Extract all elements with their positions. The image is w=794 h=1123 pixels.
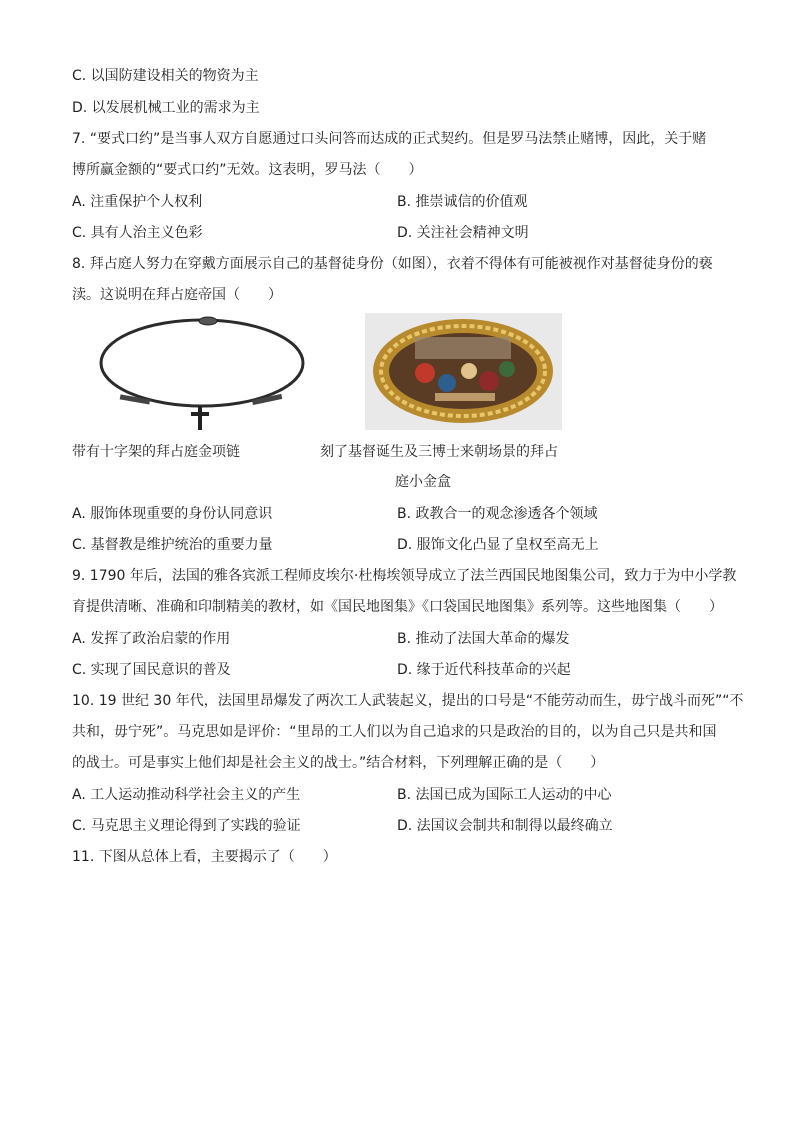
figure-child	[461, 363, 477, 379]
q10-option-b: B. 法国已成为国际工人运动的中心	[397, 787, 612, 803]
q11-stem-line1: 11. 下图从总体上看，主要揭示了（ ）	[72, 849, 337, 865]
figure-green-robe	[499, 361, 515, 377]
q8-option-d: D. 服饰文化凸显了皇权至高无上	[397, 537, 599, 553]
cross-horizontal	[191, 412, 209, 416]
q10-option-c: C. 马克思主义理论得到了实践的验证	[72, 818, 301, 834]
q8-stem-line1: 8. 拜占庭人努力在穿戴方面展示自己的基督徒身份（如图），衣着不得体有可能被视作对基督徒身份的亵	[72, 256, 713, 272]
figure-magus	[479, 371, 499, 391]
q10-stem-line2: 共和，毋宁死”。马克思如是评价：“里昂的工人们以为自己追求的只是政治的目的，以为自己只是共和国	[72, 724, 717, 740]
figure-red-robe	[415, 363, 435, 383]
caption-necklace: 带有十字架的拜占庭金项链	[72, 444, 240, 460]
q7-option-b: B. 推崇诚信的价值观	[397, 194, 528, 210]
q9-stem-line2: 育提供清晰、准确和印制精美的教材，如《国民地图集》《口袋国民地图集》系列等。这些地图集（ ）	[72, 599, 723, 615]
necklace-figure	[96, 313, 308, 433]
q9-option-c: C. 实现了国民意识的普及	[72, 662, 231, 678]
necklace-clasp	[199, 317, 217, 325]
q7-stem-line2: 博所赢金额的“要式口约”无效。这表明，罗马法（ ）	[72, 162, 423, 178]
figure-blue-robe	[438, 374, 456, 392]
gold-box-image	[365, 313, 562, 430]
q10-option-d: D. 法国议会制共和制得以最终确立	[397, 818, 613, 834]
q6-option-c: C. 以国防建设相关的物资为主	[72, 68, 259, 84]
q8-option-a: A. 服饰体现重要的身份认同意识	[72, 506, 273, 522]
necklace-chain	[101, 320, 303, 406]
q10-option-a: A. 工人运动推动科学社会主义的产生	[72, 787, 301, 803]
q8-option-c: C. 基督教是维护统治的重要力量	[72, 537, 273, 553]
q8-option-b: B. 政教合一的观念渗透各个领域	[397, 506, 598, 522]
q7-option-c: C. 具有人治主义色彩	[72, 225, 203, 241]
q7-option-d: D. 关注社会精神文明	[397, 225, 529, 241]
caption-gold-box-line2: 庭小金盒	[395, 474, 451, 490]
scene-architecture	[415, 337, 511, 359]
q9-option-d: D. 缘于近代科技革命的兴起	[397, 662, 571, 678]
scene-ground	[435, 393, 495, 401]
q6-option-d: D. 以发展机械工业的需求为主	[72, 100, 260, 116]
q9-option-a: A. 发挥了政治启蒙的作用	[72, 631, 231, 647]
caption-gold-box-line1: 刻了基督诞生及三博士来朝场景的拜占	[320, 444, 558, 460]
q10-stem-line3: 的战士。可是事实上他们却是社会主义的战士。”结合材料，下列理解正确的是（ ）	[72, 755, 605, 771]
q8-stem-line2: 渎。这说明在拜占庭帝国（ ）	[72, 287, 282, 303]
q7-stem-line1: 7. “要式口约”是当事人双方自愿通过口头问答而达成的正式契约。但是罗马法禁止赌博，因此，关于赌	[72, 131, 707, 147]
cross-vertical	[198, 406, 202, 430]
q9-option-b: B. 推动了法国大革命的爆发	[397, 631, 570, 647]
gold-box-figure	[365, 313, 562, 430]
q9-stem-line1: 9. 1790 年后，法国的雅各宾派工程师皮埃尔·杜梅埃领导成立了法兰西国民地图集公司，致力于为中小学教	[72, 568, 737, 584]
necklace-image	[96, 313, 308, 433]
q10-stem-line1: 10. 19 世纪 30 年代，法国里昂爆发了两次工人武装起义，提出的口号是“不能劳动而生，毋宁战斗而死”“不	[72, 693, 744, 709]
q7-option-a: A. 注重保护个人权利	[72, 194, 203, 210]
